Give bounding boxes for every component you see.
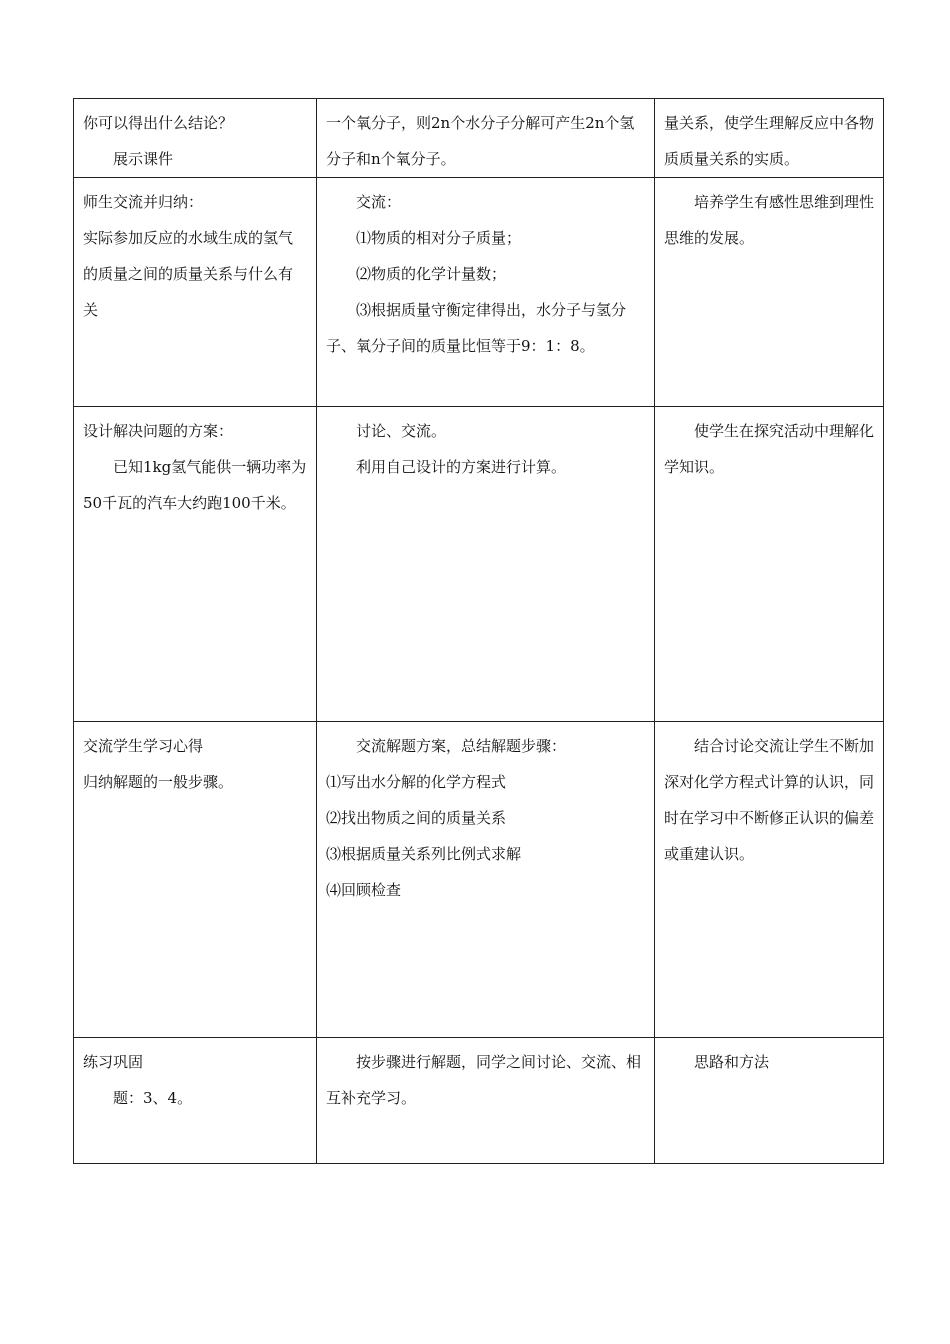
cell-text: 一个氧分子，则2n个水分子分解可产生2n个氢分子和n个氧分子。: [326, 114, 635, 168]
cell-text: 归纳解题的一般步骤。: [83, 773, 234, 791]
table-row: [74, 722, 884, 1038]
table-row: [74, 178, 884, 407]
teacher-activity-cell: [74, 722, 317, 1038]
teacher-activity-cell: [74, 99, 317, 178]
cell-text: 已知1kg氢气能供一辆功率为50千瓦的汽车大约跑100千米。: [83, 458, 307, 512]
cell-text: ⑴写出水分解的化学方程式: [326, 773, 507, 791]
design-intent-cell: [655, 178, 884, 407]
cell-text: ⑷回顾检查: [326, 881, 402, 899]
design-intent-cell: [655, 407, 884, 722]
cell-text: ⑶根据质量关系列比例式求解: [326, 845, 522, 863]
cell-text: 利用自己设计的方案进行计算。: [356, 458, 567, 476]
table-row: [74, 1038, 884, 1164]
cell-text: 交流解题方案，总结解题步骤：: [356, 737, 567, 755]
cell-text: 思路和方法: [694, 1053, 770, 1071]
table-row: [74, 407, 884, 722]
cell-text: 按步骤进行解题，同学之间讨论、交流、相互补充学习。: [326, 1053, 642, 1107]
student-activity-cell: [317, 722, 655, 1038]
cell-text: ⑵物质的化学计量数；: [356, 265, 507, 283]
cell-text: 交流学生学习心得: [83, 737, 204, 755]
student-activity-cell: [317, 1038, 655, 1164]
cell-text: 交流：: [356, 193, 402, 211]
cell-text: 设计解决问题的方案：: [83, 422, 234, 440]
teacher-activity-cell: [74, 407, 317, 722]
cell-text: 你可以得出什么结论？: [83, 114, 234, 132]
design-intent-cell: [655, 722, 884, 1038]
cell-text: 结合讨论交流让学生不断加深对化学方程式计算的认识，同时在学习中不断修正认识的偏差或重建认识。: [664, 737, 875, 863]
teacher-activity-cell: [74, 178, 317, 407]
cell-text: ⑵找出物质之间的质量关系: [326, 809, 507, 827]
cell-text: ⑴物质的相对分子质量；: [356, 229, 522, 247]
cell-text: 培养学生有感性思维到理性思维的发展。: [664, 193, 875, 247]
student-activity-cell: [317, 407, 655, 722]
cell-text: 讨论、交流。: [356, 422, 447, 440]
cell-text: ⑶根据质量守衡定律得出，水分子与氢分子、氧分子间的质量比恒等于9：1：8。: [326, 301, 627, 355]
student-activity-cell: [317, 99, 655, 178]
cell-text: 展示课件: [113, 150, 174, 168]
cell-text: 实际参加反应的水域生成的氢气的质量之间的质量关系与什么有关: [83, 229, 294, 319]
cell-text: 题：3、4。: [113, 1089, 193, 1107]
cell-text: 师生交流并归纳：: [83, 193, 204, 211]
teacher-activity-cell: [74, 1038, 317, 1164]
student-activity-cell: [317, 178, 655, 407]
table-row: [74, 99, 884, 178]
cell-text: 量关系，使学生理解反应中各物质质量关系的实质。: [664, 114, 875, 168]
design-intent-cell: [655, 99, 884, 178]
lesson-plan-table: [73, 98, 884, 1164]
cell-text: 练习巩固: [83, 1053, 144, 1071]
design-intent-cell: [655, 1038, 884, 1164]
cell-text: 使学生在探究活动中理解化学知识。: [664, 422, 875, 476]
